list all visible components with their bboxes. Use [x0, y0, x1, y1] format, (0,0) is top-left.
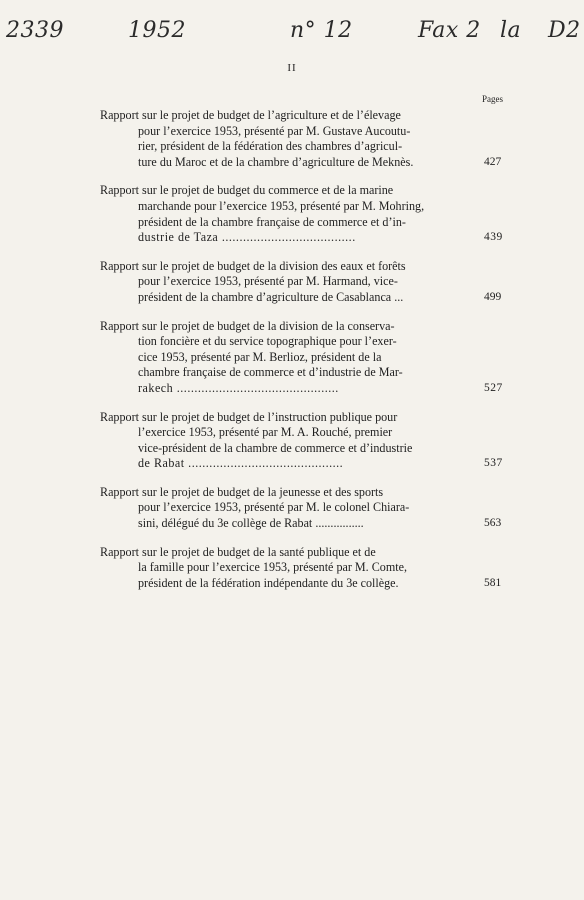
handwritten-note-4: Fax 2 [418, 18, 481, 43]
toc-entry [100, 319, 510, 397]
toc-entry [100, 108, 510, 170]
pages-column-header: Pages [482, 94, 503, 104]
toc-entry [100, 485, 510, 532]
toc-entry-line: président de la chambre française de commerce et d’in- [138, 214, 406, 229]
handwritten-note-6: D2 [548, 18, 581, 43]
toc-entry-line: rakech .............................................. 527 [138, 380, 503, 395]
toc-entry-line: de Rabat ............................................ 537 [138, 456, 503, 471]
toc-entry-line: Rapport sur le projet de budget de la jeunesse et des sports [100, 484, 384, 499]
toc-entry-line: Rapport sur le projet de budget de la santé publique et de [100, 544, 376, 559]
toc-entry [100, 259, 510, 306]
toc-page-number: 439 [484, 231, 503, 244]
toc-page-number: 527 [484, 381, 503, 394]
toc-entry-line: Rapport sur le projet de budget de la division de la conserva- [100, 318, 395, 333]
toc-page-number: 537 [484, 457, 503, 470]
toc-entry-line: dustrie de Taza ...................................... 439 [138, 230, 503, 245]
toc-page-number: 427 [484, 155, 502, 168]
toc-entry [100, 410, 510, 472]
toc-entry-line: tion foncière et du service topographique pour l’exer- [138, 334, 397, 349]
toc-entry-line: sini, délégué du 3e collège de Rabat ................ 563 [138, 516, 502, 531]
toc-page-number: 563 [484, 517, 502, 530]
toc-entry-line: Rapport sur le projet de budget de la division des eaux et forêts [100, 258, 406, 273]
handwritten-note-5: la [500, 18, 522, 43]
toc-entry-line: chambre française de commerce et d’industrie de Mar- [138, 365, 403, 380]
handwritten-note-3: n° 12 [290, 18, 353, 43]
toc-entry-line: Rapport sur le projet de budget de l’agriculture et de l’élevage [100, 108, 401, 122]
toc-entry-line: marchande pour l’exercice 1953, présenté par M. Mohring, [138, 198, 425, 213]
table-of-contents [100, 108, 510, 604]
toc-entry-line: président de la fédération indépendante du 3e collège. 581 [138, 575, 502, 590]
handwritten-note-2: 1952 [128, 18, 186, 43]
toc-entry-line: l’exercice 1953, présenté par M. A. Rouché, premier [138, 425, 393, 440]
toc-entry-line: pour l’exercice 1953, présenté par M. Gustave Aucoutu- [138, 123, 411, 138]
handwritten-note-1: 2339 [6, 18, 64, 43]
toc-entry [100, 545, 510, 592]
toc-page-number: 581 [484, 576, 502, 589]
toc-entry-line: pour l’exercice 1953, présenté par M. Harmand, vice- [138, 274, 398, 289]
toc-entry-line: président de la chambre d’agriculture de Casablanca ... 499 [138, 289, 502, 304]
toc-entry [100, 183, 510, 245]
toc-entry-line: Rapport sur le projet de budget du commerce et de la marine [100, 183, 394, 198]
toc-entry-line: cice 1953, présenté par M. Berlioz, président de la [138, 349, 382, 364]
toc-page-number: 499 [484, 290, 502, 303]
page-roman-numeral: II [287, 62, 297, 74]
toc-entry-line: Rapport sur le projet de budget de l’instruction publique pour [100, 409, 398, 424]
toc-entry-line: la famille pour l’exercice 1953, présenté par M. Comte, [138, 560, 407, 575]
toc-entry-line: rier, président de la fédération des chambres d’agricul- [138, 139, 403, 154]
toc-entry-line: pour l’exercice 1953, présenté par M. le colonel Chiara- [138, 500, 410, 515]
toc-entry-line: ture du Maroc et de la chambre d’agriculture de Meknès. 427 [138, 154, 502, 169]
toc-entry-line: vice-président de la chambre de commerce et d’industrie [138, 440, 413, 455]
